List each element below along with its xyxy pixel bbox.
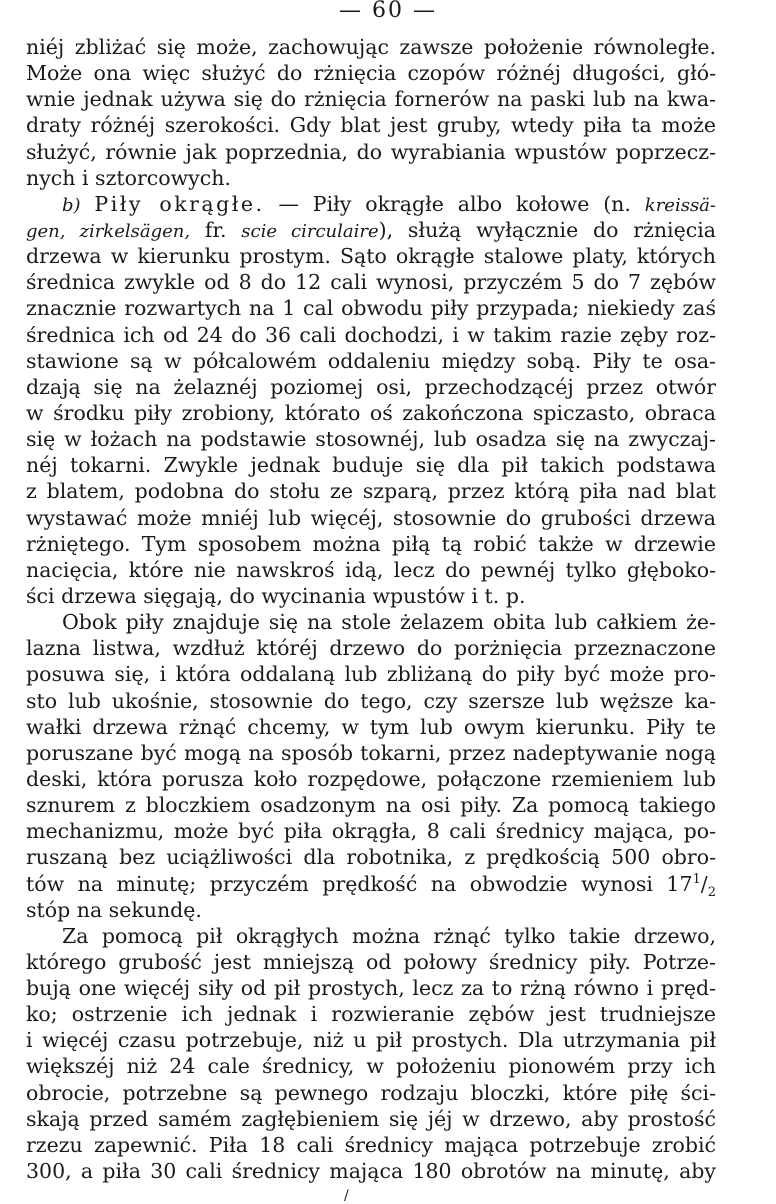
text-line: lazna listwa, wzdłuż któréj drzewo do porżnięcia przeznaczone xyxy=(26,636,716,661)
text-line: którego grubość jest mniejszą od połowy średnicy piły. Potrze- xyxy=(26,949,716,974)
text-line: tów na minutę; przyczém prędkość na obwodzie wynosi $17^1/_2$ xyxy=(26,871,716,897)
text-line: wałki drzewa rżnąć chcemy, w tym lub owym kierunku. Piły te xyxy=(26,714,716,739)
text-line: posuwa się, i która oddalaną lub zbliżaną do piły być może pro- xyxy=(26,662,716,687)
german-term: gen, zirkelsägen, xyxy=(26,220,191,242)
text-line: się w łożach na podstawie stosownéj, lub osadza się na zwyczaj- xyxy=(26,427,716,452)
text-line xyxy=(26,217,716,243)
body-text xyxy=(26,34,716,1184)
text-line: nacięcia, które nie nawskroś idą, lecz do pewnéj tylko głęboko- xyxy=(26,557,716,582)
french-abbrev: fr. xyxy=(190,217,242,242)
text-line: średnica zwykle od 8 do 12 cali wynosi, przyczém 5 do 7 zębów xyxy=(26,270,716,295)
text-line: dzają się na żelaznéj poziomej osi, przechodzącéj przez otwór xyxy=(26,374,716,399)
text-line: sznurem z bloczkiem osadzonym na osi piły. Za pomocą takiego xyxy=(26,793,716,818)
text-line: rżniętego. Tym sposobem można piłą tą robić także w drzewie xyxy=(26,531,716,556)
text-line: skają przed samém zagłębieniem się jéj w drzewo, aby prostość xyxy=(26,1106,716,1131)
text-line: ko; ostrzenie ich jednak i rozwieranie zębów jest trudniejsze xyxy=(26,1002,716,1027)
text-line: stóp na sekundę. xyxy=(26,897,202,922)
text-line: Obok piły znajduje się na stole żelazem obita lub całkiem że- xyxy=(62,610,716,635)
text-line: z blatem, podobna do stołu ze szparą, przez którą piła nad blat xyxy=(26,479,716,504)
text-line: służyć, równie jak poprzednia, do wyrabiania wpustów poprzecz- xyxy=(26,139,716,164)
text-line: drzewa w kierunku prostym. Sąto okrągłe stalowe platy, których xyxy=(26,244,716,269)
text-line: ruszaną bez uciążliwości dla robotnika, z prędkością 500 obro- xyxy=(26,845,716,870)
text-line: średnica ich od 24 do 36 cali dochodzi, i w takim razie zęby roz- xyxy=(26,322,716,347)
text-line: draty różnéj szerokości. Gdy blat jest gruby, wtedy piła ta może xyxy=(26,113,716,138)
section-text: — Piły okrągłe albo kołowe (n. xyxy=(264,191,645,216)
section-heading: Piły okrągłe. xyxy=(94,191,265,216)
bottom-mark: / xyxy=(344,1188,349,1204)
text-line: wystawać może mniéj lub więcéj, stosownie do grubości drzewa xyxy=(26,505,716,530)
text-line: obrocie, potrzebne są pewnego rodzaju bloczki, które piłę ści- xyxy=(26,1080,716,1105)
text-line: deski, która porusza koło rozpędowe, połączone rzemieniem lub xyxy=(26,766,716,791)
text-line: Za pomocą pił okrągłych można rżnąć tylko takie drzewo, xyxy=(62,923,716,948)
text-line: niéj zbliżać się może, zachowując zawsze położenie równoległe. xyxy=(26,35,716,59)
text-line: znacznie rozwartych na 1 cal obwodu piły przypada; niekiedy zaś xyxy=(26,296,716,321)
german-term: kreissä- xyxy=(644,194,716,216)
text-line: poruszane być mogą na sposób tokarni, przez nadeptywanie nogą xyxy=(26,740,716,765)
text-line: sto lub ukośnie, stosownie do tego, czy szersze lub węższe ka- xyxy=(26,688,716,713)
text-line: większéj niż 24 cale średnicy, w położeniu pionowém przy ich xyxy=(26,1054,716,1079)
text-line: 300, a piła 30 cali średnicy mająca 180 obrotów na minutę, aby xyxy=(26,1159,716,1184)
text-line: wnie jednak używa się do rżnięcia fornerów na paski lub na kwa- xyxy=(26,87,716,112)
text-line: néj tokarni. Zwykle jednak buduje się dla pił takich podstawa xyxy=(26,453,716,478)
fraction-denominator: 2 xyxy=(707,884,716,897)
text-line: i więcéj czasu potrzebuje, niż u pił prostych. Dla utrzymania pił xyxy=(26,1028,716,1053)
text-line: w środku piły zrobiony, którato oś zakończona spiczasto, obraca xyxy=(26,400,716,425)
page-number: — 60 — xyxy=(339,0,437,23)
text-line: bują one więcéj siły od pił prostych, lecz za to rżną równo i pręd- xyxy=(26,976,716,1001)
fraction-numerator: 1 xyxy=(692,871,701,887)
french-term: scie circulaire xyxy=(241,220,379,242)
text-line: mechanizmu, może być piła okrągła, 8 cali średnicy mająca, po- xyxy=(26,819,716,844)
section-marker: b) xyxy=(62,194,81,216)
text-line: stawione są w półcalowém oddaleniu między sobą. Piły te osa- xyxy=(26,348,716,373)
text-line: rzezu zapewnić. Piła 18 cali średnicy mająca potrzebuje zrobić xyxy=(26,1132,716,1157)
section-heading-line xyxy=(26,191,716,217)
speed-text: tów na minutę; przyczém prędkość na obwodzie wynosi 17 xyxy=(26,871,693,896)
text-line: nych i sztorcowych. xyxy=(26,165,231,190)
section-text: ), służą wyłącznie do rżnięcia xyxy=(378,217,716,242)
text-line: ści drzewa sięgają, do wycinania wpustów i t. p. xyxy=(26,583,526,608)
text-line: Może ona więc służyć do rżnięcia czopów różnéj długości, głó- xyxy=(26,61,716,86)
